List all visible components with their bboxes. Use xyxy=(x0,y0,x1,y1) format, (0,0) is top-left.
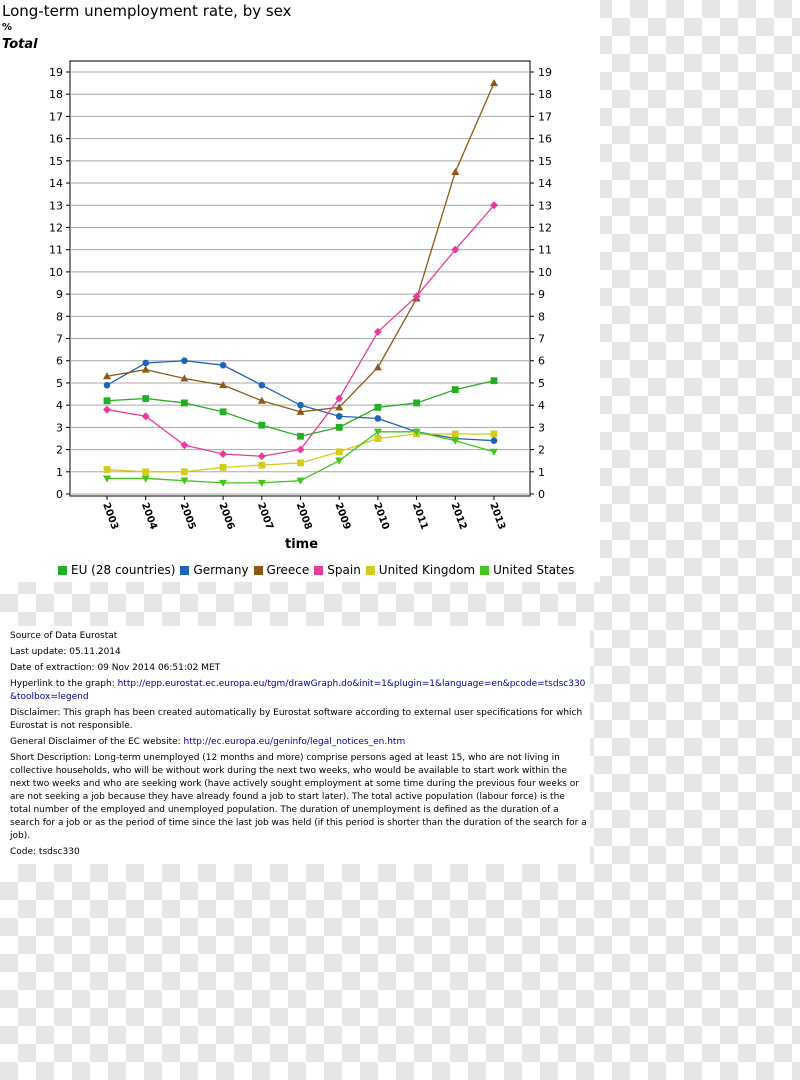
data-point xyxy=(336,448,343,455)
data-point xyxy=(452,386,459,393)
y-tick-label-right: 16 xyxy=(538,132,552,146)
legend-swatch xyxy=(180,566,189,575)
y-tick-label-right: 12 xyxy=(538,221,552,235)
general-disclaimer-row xyxy=(10,736,588,749)
data-point xyxy=(297,402,304,409)
line-chart xyxy=(0,0,600,560)
legend-item xyxy=(58,563,175,577)
y-tick-label-right: 8 xyxy=(538,310,545,324)
y-tick-label-right: 0 xyxy=(538,488,545,501)
data-point xyxy=(258,422,265,429)
x-tick-label: 2009 xyxy=(332,501,353,532)
y-tick-label: 13 xyxy=(49,199,63,213)
legend-label: United Kingdom xyxy=(378,563,476,577)
y-tick-label: 0 xyxy=(56,488,63,501)
y-tick-label-right: 14 xyxy=(538,177,552,191)
y-tick-label: 5 xyxy=(56,376,63,390)
x-axis-label: time xyxy=(285,537,319,552)
source-text: Source of Data Eurostat xyxy=(10,631,118,641)
legend-label: Germany xyxy=(193,563,249,577)
legend-item xyxy=(480,563,574,577)
y-tick-label: 1 xyxy=(56,465,63,479)
y-tick-label-right: 13 xyxy=(538,199,552,213)
data-point xyxy=(142,395,149,402)
data-point xyxy=(142,360,149,367)
general-disclaimer-label: General Disclaimer of the EC website: xyxy=(10,737,184,747)
x-tick-label: 2003 xyxy=(100,501,121,532)
chart-info xyxy=(10,630,588,862)
chart-title: Long-term unemployment rate, by sex xyxy=(2,2,292,20)
data-point xyxy=(491,437,498,444)
x-tick-label: 2007 xyxy=(254,501,275,532)
hyperlink-label: Hyperlink to the graph: xyxy=(10,679,118,689)
data-point xyxy=(220,464,227,471)
y-tick-label-right: 4 xyxy=(538,399,545,413)
y-tick-label: 19 xyxy=(49,66,63,79)
data-point xyxy=(104,382,111,389)
graph-hyperlink[interactable]: http://epp.eurostat.ec.europa.eu/tgm/drawGraph.do&init=1&plugin=1&language=en&pcode=tsdsc330&toolbox=legend xyxy=(10,679,586,702)
y-tick-label-right: 2 xyxy=(538,443,545,457)
y-tick-label: 8 xyxy=(56,310,63,324)
data-point xyxy=(181,468,188,475)
data-point xyxy=(104,397,111,404)
y-tick-label: 11 xyxy=(49,243,63,257)
x-tick-label: 2006 xyxy=(216,501,237,532)
y-tick-label-right: 18 xyxy=(538,88,552,102)
x-tick-label: 2012 xyxy=(448,501,469,532)
y-tick-label: 10 xyxy=(49,265,63,279)
data-point xyxy=(259,382,266,389)
data-point xyxy=(220,362,227,369)
x-tick-label: 2004 xyxy=(138,501,159,532)
y-tick-label: 2 xyxy=(56,443,63,457)
legend-item xyxy=(314,563,361,577)
y-tick-label: 3 xyxy=(56,421,63,435)
data-point xyxy=(181,357,188,364)
x-tick-label: 2011 xyxy=(409,501,430,532)
x-tick-label: 2008 xyxy=(293,501,314,532)
short-description-text: Short Description: Long-term unemployed (12 months and more) comprise persons aged at least 15, who are not living in collective households, who will be without work during the next two weeks, who would be available to start work within the next two weeks and who are seeking work (have actively sought employment at some time during the previous four weeks or are not seeking a job because they have already found a job to start later). The total active population (labour force) is the total number of the employed and unemployed population. The duration of unemployment is defined as the duration of a search for a job or as the period of time since the last job was held (if this period is shorter than the duration of the search for a job). xyxy=(10,753,587,841)
legend-item xyxy=(254,563,310,577)
disclaimer-text: Disclaimer: This graph has been created automatically by Eurostat software according to external user specifications for which Eurostat is not responsible. xyxy=(10,708,583,731)
y-tick-label-right: 10 xyxy=(538,265,552,279)
legend-swatch xyxy=(58,566,67,575)
x-tick-label: 2013 xyxy=(487,501,508,532)
y-tick-label-right: 3 xyxy=(538,421,545,435)
y-tick-label-right: 15 xyxy=(538,154,552,168)
chart-legend xyxy=(58,563,579,578)
y-tick-label: 14 xyxy=(49,177,63,191)
y-tick-label-right: 1 xyxy=(538,465,545,479)
legend-label: EU (28 countries) xyxy=(71,563,176,577)
data-point xyxy=(491,431,498,438)
y-tick-label-right: 7 xyxy=(538,332,545,346)
data-point xyxy=(336,424,343,431)
legend-item xyxy=(366,563,475,577)
legend-swatch xyxy=(254,566,263,575)
legend-label: United States xyxy=(493,563,575,577)
chart-subtitle: Total xyxy=(2,37,38,52)
x-tick-label: 2005 xyxy=(177,501,198,532)
data-point xyxy=(104,466,111,473)
data-point xyxy=(142,468,149,475)
y-tick-label: 17 xyxy=(49,110,63,124)
code-text: Code: tsdsc330 xyxy=(10,847,80,857)
data-point xyxy=(258,462,265,469)
y-tick-label-right: 5 xyxy=(538,376,545,390)
y-tick-label: 7 xyxy=(56,332,63,346)
y-tick-label: 9 xyxy=(56,288,63,302)
y-tick-label-right: 17 xyxy=(538,110,552,124)
hyperlink-row xyxy=(10,678,588,704)
y-tick-label: 16 xyxy=(49,132,63,146)
y-tick-label-right: 19 xyxy=(538,66,552,79)
data-point xyxy=(375,415,382,422)
y-tick-label: 12 xyxy=(49,221,63,235)
general-disclaimer-link[interactable]: http://ec.europa.eu/geninfo/legal_notices_en.htm xyxy=(183,737,406,747)
data-point xyxy=(297,460,304,467)
data-point xyxy=(452,431,459,438)
legend-swatch xyxy=(366,566,375,575)
y-tick-label: 18 xyxy=(49,88,63,102)
unit-label: % xyxy=(2,22,13,33)
data-point xyxy=(181,400,188,407)
data-point xyxy=(220,408,227,415)
legend-label: Spain xyxy=(327,563,361,577)
data-point xyxy=(297,433,304,440)
y-tick-label: 6 xyxy=(56,354,63,368)
legend-label: Greece xyxy=(266,563,310,577)
legend-swatch xyxy=(314,566,323,575)
legend-swatch xyxy=(480,566,489,575)
plot-area xyxy=(70,61,530,496)
extraction-date-text: Date of extraction: 09 Nov 2014 06:51:02 MET xyxy=(10,663,221,673)
y-tick-label-right: 9 xyxy=(538,288,545,302)
data-point xyxy=(491,377,498,384)
y-tick-label: 4 xyxy=(56,399,63,413)
last-update-text: Last update: 05.11.2014 xyxy=(10,647,121,657)
y-tick-label: 15 xyxy=(49,154,63,168)
data-point xyxy=(413,400,420,407)
data-point xyxy=(375,404,382,411)
data-point xyxy=(375,435,382,442)
x-tick-label: 2010 xyxy=(371,501,391,532)
y-tick-label-right: 11 xyxy=(538,243,552,257)
data-point xyxy=(336,413,343,420)
legend-item xyxy=(180,563,248,577)
y-tick-label-right: 6 xyxy=(538,354,545,368)
